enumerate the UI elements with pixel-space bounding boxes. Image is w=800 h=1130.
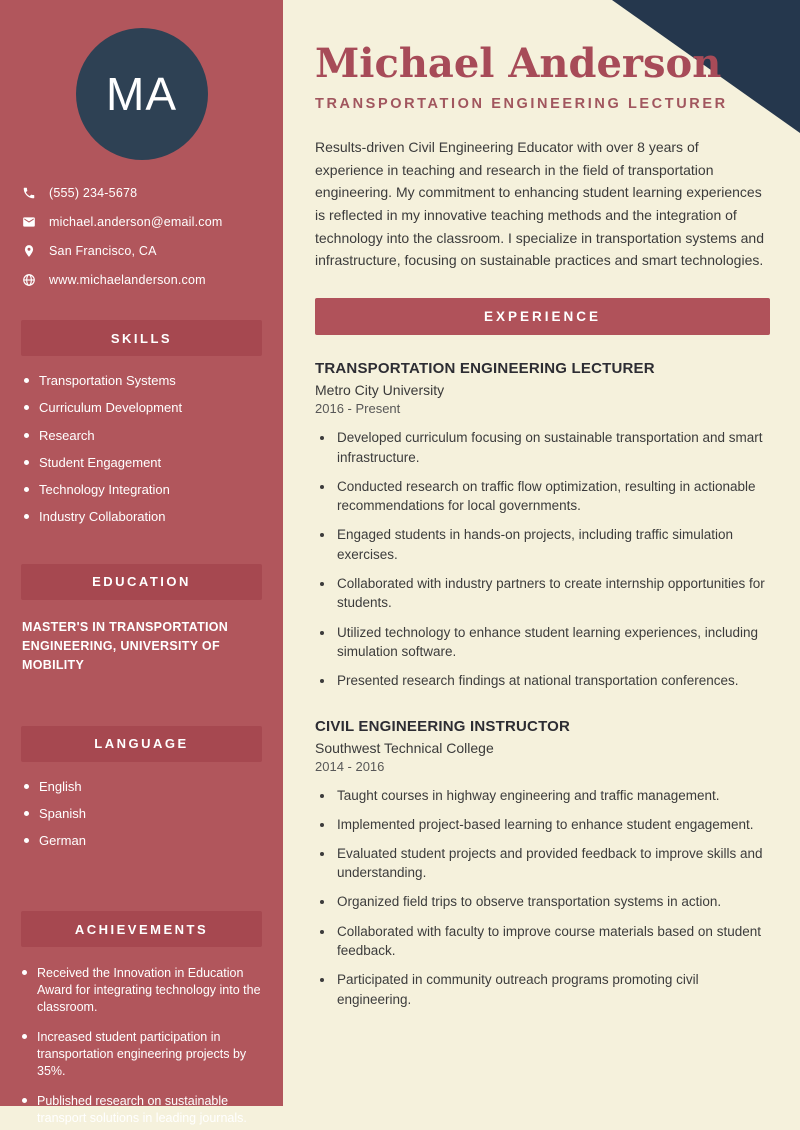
skill-label: Technology Integration xyxy=(39,482,170,497)
bullet-dot-icon xyxy=(24,784,29,789)
job-bullet: • Evaluated student projects and provided feedback to improve skills and understanding. xyxy=(335,844,770,883)
role-subtitle: TRANSPORTATION ENGINEERING LECTURER xyxy=(315,96,728,112)
job-bullet: • Engaged students in hands-on projects, including traffic simulation exercises. xyxy=(335,525,770,564)
skill-item xyxy=(24,428,262,444)
job-bullet-list xyxy=(315,428,770,691)
education-text: MASTER'S IN TRANSPORTATION ENGINEERING, UNIVERSITY OF MOBILITY xyxy=(22,619,229,673)
bullet-dot-icon xyxy=(24,433,29,438)
job-bullet: • Collaborated with faculty to improve course materials based on student feedback. xyxy=(335,922,770,961)
skill-item xyxy=(24,509,262,525)
job-bullet: • Participated in community outreach programs promoting civil engineering. xyxy=(335,970,770,1009)
website-text: www.michaelanderson.com xyxy=(49,273,206,287)
skills-list xyxy=(24,373,262,526)
language-label: German xyxy=(39,833,86,849)
bullet-dot-icon xyxy=(24,487,29,492)
bullet-dot-icon xyxy=(24,460,29,465)
job-bullet: • Developed curriculum focusing on sustainable transportation and smart infrastructure. xyxy=(335,428,770,467)
skill-item xyxy=(24,400,262,416)
language-item xyxy=(24,806,262,822)
email-text: michael.anderson@email.com xyxy=(49,215,223,229)
job-company: Southwest Technical College xyxy=(315,739,494,756)
skill-label: Student Engagement xyxy=(39,454,162,470)
bullet-dot-icon xyxy=(22,1034,27,1039)
experience-header-label: EXPERIENCE xyxy=(483,309,602,325)
achievements-header xyxy=(21,911,262,947)
contact-website xyxy=(22,273,261,287)
education-header xyxy=(21,564,262,600)
contact-email xyxy=(22,215,261,229)
location-icon xyxy=(22,244,36,258)
language-list xyxy=(24,779,262,850)
job-bullet: • Taught courses in highway engineering and traffic management. xyxy=(335,786,770,806)
job-bullet: • Utilized technology to enhance student learning experiences, including simulation software. xyxy=(335,623,770,662)
job-bullet-list xyxy=(315,786,770,1010)
avatar-wrap xyxy=(0,28,283,160)
contact-phone xyxy=(22,186,261,200)
job-bullet: • Implemented project-based learning to enhance student engagement. xyxy=(335,815,770,835)
bullet-dot-icon xyxy=(24,811,29,816)
bullet-dot-icon xyxy=(24,838,29,843)
bullet-dot-icon xyxy=(24,405,29,410)
language-header-label: LANGUAGE xyxy=(94,736,189,752)
job-bullet: • Conducted research on traffic flow optimization, resulting in actionable recommendations for local governments. xyxy=(335,477,770,516)
language-item xyxy=(24,779,262,795)
language-label: English xyxy=(39,778,82,794)
job-title: TRANSPORTATION ENGINEERING LECTURER xyxy=(315,360,655,378)
skill-label: Industry Collaboration xyxy=(39,509,166,525)
phone-text: (555) 234-5678 xyxy=(49,186,138,200)
main-column xyxy=(283,0,800,1130)
job-bullet: • Presented research findings at national transportation conferences. xyxy=(335,671,770,691)
bullet-dot-icon xyxy=(22,1098,27,1103)
phone-icon xyxy=(22,186,36,200)
skill-item xyxy=(24,373,262,389)
achievement-text: Increased student participation in transportation engineering projects by 35%. xyxy=(37,1030,247,1078)
skill-item xyxy=(24,455,262,471)
job-company: Metro City University xyxy=(315,382,445,399)
achievement-item xyxy=(22,1029,263,1080)
experience-header xyxy=(315,298,770,335)
job-title: CIVIL ENGINEERING INSTRUCTOR xyxy=(315,717,571,735)
education-header-label: EDUCATION xyxy=(92,574,191,589)
skill-label: Transportation Systems xyxy=(39,373,176,388)
achievement-text: Published research on sustainable transport solutions in leading journals. xyxy=(37,1093,247,1125)
skills-header xyxy=(21,320,262,356)
contact-section xyxy=(0,186,283,287)
job-entry xyxy=(315,360,770,691)
achievement-item xyxy=(22,965,263,1016)
achievements-list xyxy=(22,965,263,1126)
job-bullet: • Organized field trips to observe transportation systems in action. xyxy=(335,892,770,912)
language-header xyxy=(21,726,262,762)
job-bullet: • Collaborated with industry partners to create internship opportunities for students. xyxy=(335,574,770,613)
website-icon xyxy=(22,273,36,287)
achievements-header-label: ACHIEVEMENTS xyxy=(74,921,209,937)
skill-label: Curriculum Development xyxy=(39,400,183,416)
sidebar xyxy=(0,0,283,1125)
location-text: San Francisco, CA xyxy=(49,244,157,258)
avatar xyxy=(76,28,208,160)
achievement-text: Received the Innovation in Education Award for integrating technology into the classroom. xyxy=(37,966,261,1015)
job-dates: 2016 - Present xyxy=(315,401,401,417)
avatar-initials: MA xyxy=(106,68,177,120)
skills-header-label: SKILLS xyxy=(110,330,173,346)
bullet-dot-icon xyxy=(22,970,27,975)
achievement-item xyxy=(22,1093,263,1127)
summary-paragraph: Results-driven Civil Engineering Educator with over 8 years of experience in teaching and research in the field of transportation engineering. My commitment to enhancing student learning experiences is reflected in my innovative teaching methods and the integration of technology into the classroom. I specialize in transportation systems and infrastructure, focusing on sustainable practices and smart technologies. xyxy=(315,139,765,269)
email-icon xyxy=(22,215,36,229)
skill-item xyxy=(24,482,262,498)
bullet-dot-icon xyxy=(24,514,29,519)
job-dates: 2014 - 2016 xyxy=(315,758,385,774)
language-item xyxy=(24,833,262,849)
contact-location xyxy=(22,244,261,258)
job-entry xyxy=(315,718,770,1010)
skill-label: Research xyxy=(39,427,95,443)
page-title: Michael Anderson xyxy=(315,40,722,87)
language-label: Spanish xyxy=(39,805,86,821)
bullet-dot-icon xyxy=(24,378,29,383)
